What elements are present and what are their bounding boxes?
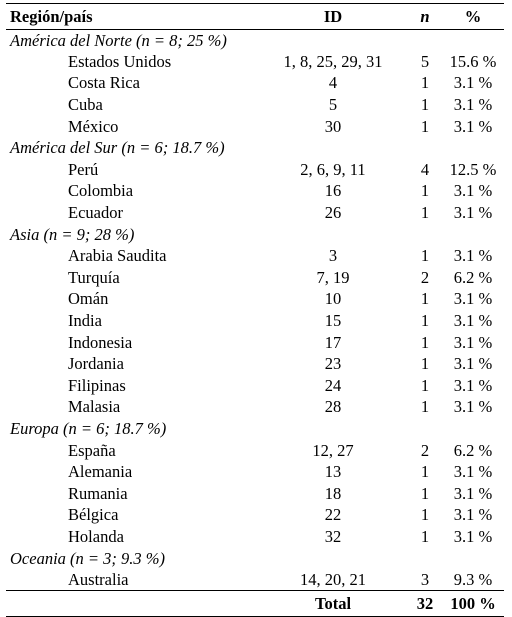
study-ids: 15 [324,311,342,331]
count-n: 1 [420,95,430,115]
country-row [6,375,504,397]
country-row [6,505,504,527]
header-region: Región/país [6,4,258,30]
country-row [6,526,504,548]
region-row [6,548,504,570]
region-label: América del Norte (n = 8; 25 %) [10,30,227,50]
percent-value: 6.2 % [453,440,493,460]
percent-value: 3.1 % [453,332,493,352]
country-row [6,267,504,289]
country-name: Rumania [68,483,128,503]
region-row [6,137,504,159]
country-name: Alemania [68,462,133,482]
percent-value: 3.1 % [453,95,493,115]
country-name: India [68,311,102,331]
study-ids: 13 [324,462,342,482]
count-n: 1 [420,354,430,374]
study-ids: 3 [328,246,338,266]
count-n: 1 [420,332,430,352]
count-n: 1 [420,289,430,309]
percent-value: 3.1 % [453,116,493,136]
total-row [6,591,504,617]
study-ids: 4 [328,73,338,93]
region-label: América del Sur (n = 6; 18.7 %) [10,138,225,158]
percent-value: 6.2 % [453,267,493,287]
count-n: 1 [420,397,430,417]
country-row [6,181,504,203]
country-name: Omán [68,289,109,309]
country-name: España [68,440,116,460]
country-name: Holanda [68,526,124,546]
country-name: Filipinas [68,375,126,395]
country-row [6,353,504,375]
study-ids: 10 [324,289,342,309]
country-name: Malasia [68,397,121,417]
study-ids: 30 [324,116,342,136]
region-row [6,224,504,246]
percent-value: 3.1 % [453,203,493,223]
percent-value: 15.6 % [449,51,497,71]
count-n: 1 [420,483,430,503]
study-ids: 18 [324,483,342,503]
count-n: 1 [420,462,430,482]
total-empty-cell [6,591,258,617]
country-name: Colombia [68,181,134,201]
percent-value: 3.1 % [453,462,493,482]
study-ids: 23 [324,354,342,374]
total-percent: 100 % [442,591,504,617]
study-ids: 28 [324,397,342,417]
percent-value: 9.3 % [453,569,493,589]
country-row [6,94,504,116]
percent-value: 3.1 % [453,354,493,374]
count-n: 1 [420,375,430,395]
count-n: 1 [420,73,430,93]
count-n: 1 [420,505,430,525]
study-ids: 24 [324,375,342,395]
study-ids: 17 [324,332,342,352]
percent-value: 3.1 % [453,289,493,309]
count-n: 1 [420,311,430,331]
region-country-table [6,3,504,617]
country-row [6,245,504,267]
total-label: Total [258,591,408,617]
count-n: 1 [420,203,430,223]
country-row [6,202,504,224]
total-n: 32 [408,591,442,617]
country-name: Cuba [68,95,103,115]
country-row [6,440,504,462]
study-ids: 7, 19 [316,267,350,287]
country-name: Ecuador [68,203,123,223]
country-row [6,289,504,311]
country-row [6,159,504,181]
study-ids: 2, 6, 9, 11 [300,159,366,179]
count-n: 4 [420,159,430,179]
study-ids: 5 [328,95,338,115]
country-name: Bélgica [68,505,119,525]
country-name: Turquía [68,267,120,287]
study-ids: 14, 20, 21 [300,569,366,589]
country-name: Australia [68,569,129,589]
country-row [6,116,504,138]
country-name: Perú [68,159,99,179]
region-row [6,30,504,52]
count-n: 1 [420,246,430,266]
country-name: México [68,116,119,136]
percent-value: 12.5 % [449,159,497,179]
region-label: Europa (n = 6; 18.7 %) [10,418,167,438]
count-n: 2 [420,440,430,460]
country-name: Jordania [68,354,124,374]
country-row [6,461,504,483]
country-name: Arabia Saudita [68,246,167,266]
region-row [6,418,504,440]
country-name: Estados Unidos [68,51,172,71]
country-name: Costa Rica [68,73,140,93]
country-row [6,483,504,505]
percent-value: 3.1 % [453,375,493,395]
study-ids: 1, 8, 25, 29, 31 [283,51,383,71]
count-n: 1 [420,181,430,201]
study-ids: 32 [324,526,342,546]
country-row [6,569,504,591]
count-n: 1 [420,116,430,136]
country-row [6,397,504,419]
country-row [6,332,504,354]
study-ids: 12, 27 [312,440,354,460]
percent-value: 3.1 % [453,246,493,266]
country-row [6,73,504,95]
country-row [6,51,504,73]
count-n: 1 [420,526,430,546]
region-label: Asia (n = 9; 28 %) [10,224,135,244]
header-n: n [408,4,442,30]
header-row [6,4,504,30]
country-name: Indonesia [68,332,133,352]
table-footer [6,591,504,617]
percent-value: 3.1 % [453,505,493,525]
study-ids: 26 [324,203,342,223]
percent-value: 3.1 % [453,397,493,417]
percent-value: 3.1 % [453,526,493,546]
percent-value: 3.1 % [453,311,493,331]
region-label: Oceania (n = 3; 9.3 %) [10,548,166,568]
count-n: 2 [420,267,430,287]
count-n: 5 [420,51,430,71]
study-ids: 16 [324,181,342,201]
table-body [6,30,504,591]
percent-value: 3.1 % [453,73,493,93]
percent-value: 3.1 % [453,483,493,503]
header-percent: % [442,4,504,30]
table-header [6,4,504,30]
study-ids: 22 [324,505,342,525]
country-row [6,310,504,332]
header-id: ID [258,4,408,30]
count-n: 3 [420,569,430,589]
percent-value: 3.1 % [453,181,493,201]
